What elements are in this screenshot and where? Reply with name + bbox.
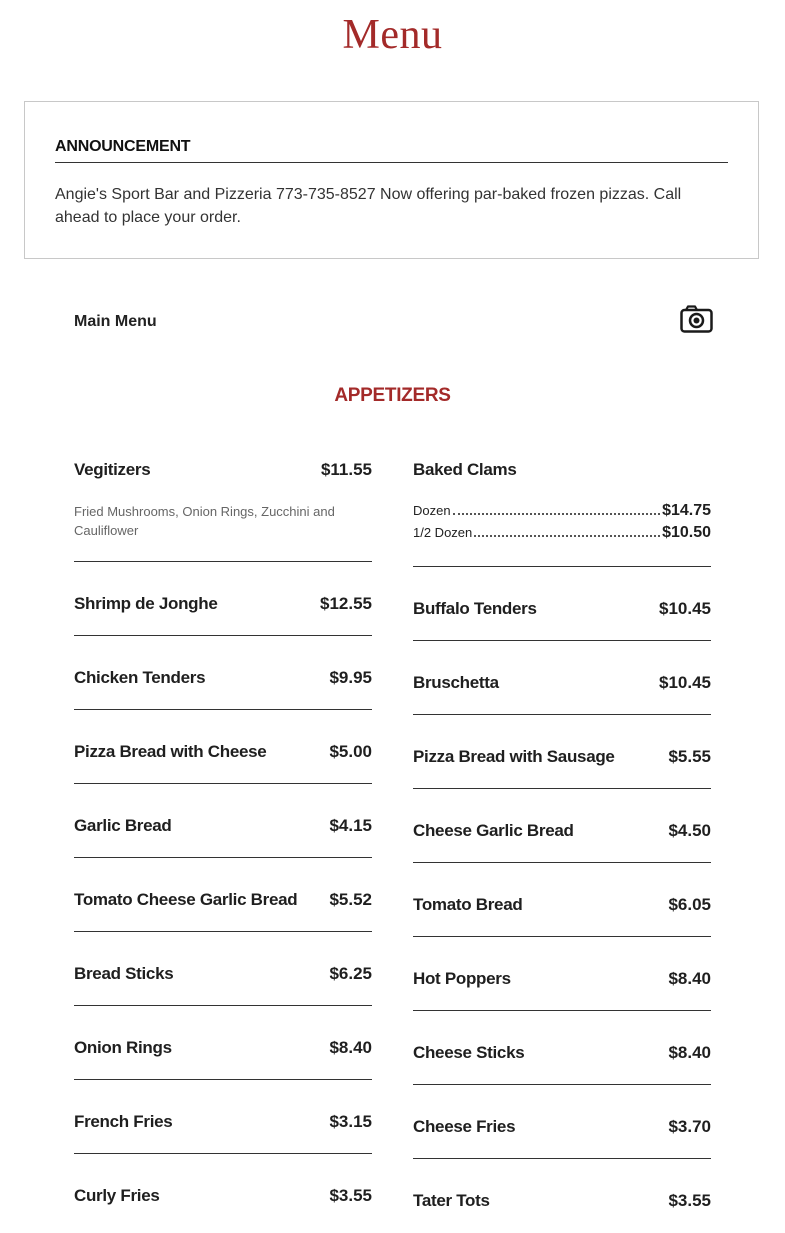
announcement-heading: ANNOUNCEMENT bbox=[55, 138, 728, 163]
menu-item-name: Shrimp de Jonghe bbox=[74, 594, 218, 613]
menu-item-name: Garlic Bread bbox=[74, 816, 172, 835]
page-title: Menu bbox=[342, 12, 443, 58]
main-menu-label: Main Menu bbox=[74, 313, 157, 330]
menu-item-name: Hot Poppers bbox=[413, 969, 511, 988]
menu-item-price: $10.45 bbox=[659, 673, 711, 692]
menu-item-name: Tomato Cheese Garlic Bread bbox=[74, 890, 298, 909]
menu-item[interactable] bbox=[413, 1085, 711, 1159]
camera-icon[interactable] bbox=[680, 305, 713, 333]
size-options bbox=[413, 500, 711, 544]
menu-item-price: $6.25 bbox=[329, 964, 372, 983]
menu-item-price: $9.95 bbox=[329, 668, 372, 687]
menu-item[interactable] bbox=[413, 567, 711, 641]
menu-item-price: $4.15 bbox=[329, 816, 372, 835]
dot-leader bbox=[474, 534, 660, 537]
menu-item-name: Curly Fries bbox=[74, 1186, 160, 1205]
menu-item-name: Pizza Bread with Cheese bbox=[74, 742, 267, 761]
menu-item-name: Tomato Bread bbox=[413, 895, 523, 914]
menu-item[interactable] bbox=[74, 460, 372, 562]
size-price: $10.50 bbox=[662, 524, 711, 541]
menu-item-price: $8.40 bbox=[668, 969, 711, 988]
menu-item[interactable] bbox=[413, 937, 711, 1011]
size-price: $14.75 bbox=[662, 502, 711, 519]
menu-item[interactable] bbox=[413, 1011, 711, 1085]
menu-item-name: Buffalo Tenders bbox=[413, 599, 537, 618]
menu-item-name: French Fries bbox=[74, 1112, 173, 1131]
menu-item[interactable] bbox=[74, 562, 372, 636]
menu-item-name: Baked Clams bbox=[413, 460, 517, 479]
menu-column-right bbox=[413, 460, 711, 1233]
menu-item-price: $3.15 bbox=[329, 1112, 372, 1131]
menu-item[interactable] bbox=[74, 1154, 372, 1228]
menu-item-name: Bruschetta bbox=[413, 673, 499, 692]
menu-item[interactable] bbox=[413, 789, 711, 863]
menu-item[interactable] bbox=[74, 784, 372, 858]
menu-item-price: $12.55 bbox=[320, 594, 372, 613]
menu-item[interactable] bbox=[413, 1159, 711, 1233]
menu-column-left bbox=[74, 460, 372, 1228]
menu-item-name: Vegitizers bbox=[74, 460, 151, 479]
menu-item[interactable] bbox=[413, 641, 711, 715]
size-option[interactable] bbox=[413, 522, 711, 544]
menu-item-price: $5.55 bbox=[668, 747, 711, 766]
menu-item[interactable] bbox=[74, 636, 372, 710]
dot-leader bbox=[453, 512, 660, 515]
menu-item-name: Chicken Tenders bbox=[74, 668, 206, 687]
size-label: 1/2 Dozen bbox=[413, 525, 473, 540]
size-option[interactable] bbox=[413, 500, 711, 522]
menu-item-price: $8.40 bbox=[668, 1043, 711, 1062]
menu-item-price: $3.55 bbox=[329, 1186, 372, 1205]
menu-item-price: $3.55 bbox=[668, 1191, 711, 1210]
menu-item[interactable] bbox=[74, 710, 372, 784]
menu-item-price: $6.05 bbox=[668, 895, 711, 914]
menu-item[interactable] bbox=[74, 1080, 372, 1154]
menu-item[interactable] bbox=[74, 1006, 372, 1080]
menu-item-name: Bread Sticks bbox=[74, 964, 174, 983]
menu-item-name: Cheese Sticks bbox=[413, 1043, 525, 1062]
menu-item-price: $8.40 bbox=[329, 1038, 372, 1057]
menu-item-name: Cheese Fries bbox=[413, 1117, 516, 1136]
menu-item[interactable] bbox=[74, 858, 372, 932]
menu-item-price: $4.50 bbox=[668, 821, 711, 840]
menu-item-price: $5.52 bbox=[329, 890, 372, 909]
size-label: Dozen bbox=[413, 503, 451, 518]
section-heading-appetizers: APPETIZERS bbox=[334, 385, 451, 406]
menu-item-name: Tater Tots bbox=[413, 1191, 490, 1210]
menu-item[interactable] bbox=[413, 715, 711, 789]
camera-icon-graphic bbox=[680, 305, 713, 333]
menu-item[interactable] bbox=[74, 932, 372, 1006]
menu-item-price: $3.70 bbox=[668, 1117, 711, 1136]
menu-item-name: Onion Rings bbox=[74, 1038, 172, 1057]
menu-item[interactable] bbox=[413, 863, 711, 937]
menu-item[interactable] bbox=[413, 460, 711, 567]
menu-item-price: $5.00 bbox=[329, 742, 372, 761]
menu-item-price: $10.45 bbox=[659, 599, 711, 618]
menu-item-price: $11.55 bbox=[320, 460, 372, 479]
menu-item-name: Pizza Bread with Sausage bbox=[413, 747, 615, 766]
announcement-panel bbox=[24, 101, 759, 259]
menu-item-description: Fried Mushrooms, Onion Rings, Zucchini and Cauliflower bbox=[74, 504, 335, 538]
announcement-text: Angie's Sport Bar and Pizzeria 773-735-8527 Now offering par-baked frozen pizzas. Call ahead to place your order. bbox=[55, 186, 682, 226]
menu-item-name: Cheese Garlic Bread bbox=[413, 821, 574, 840]
